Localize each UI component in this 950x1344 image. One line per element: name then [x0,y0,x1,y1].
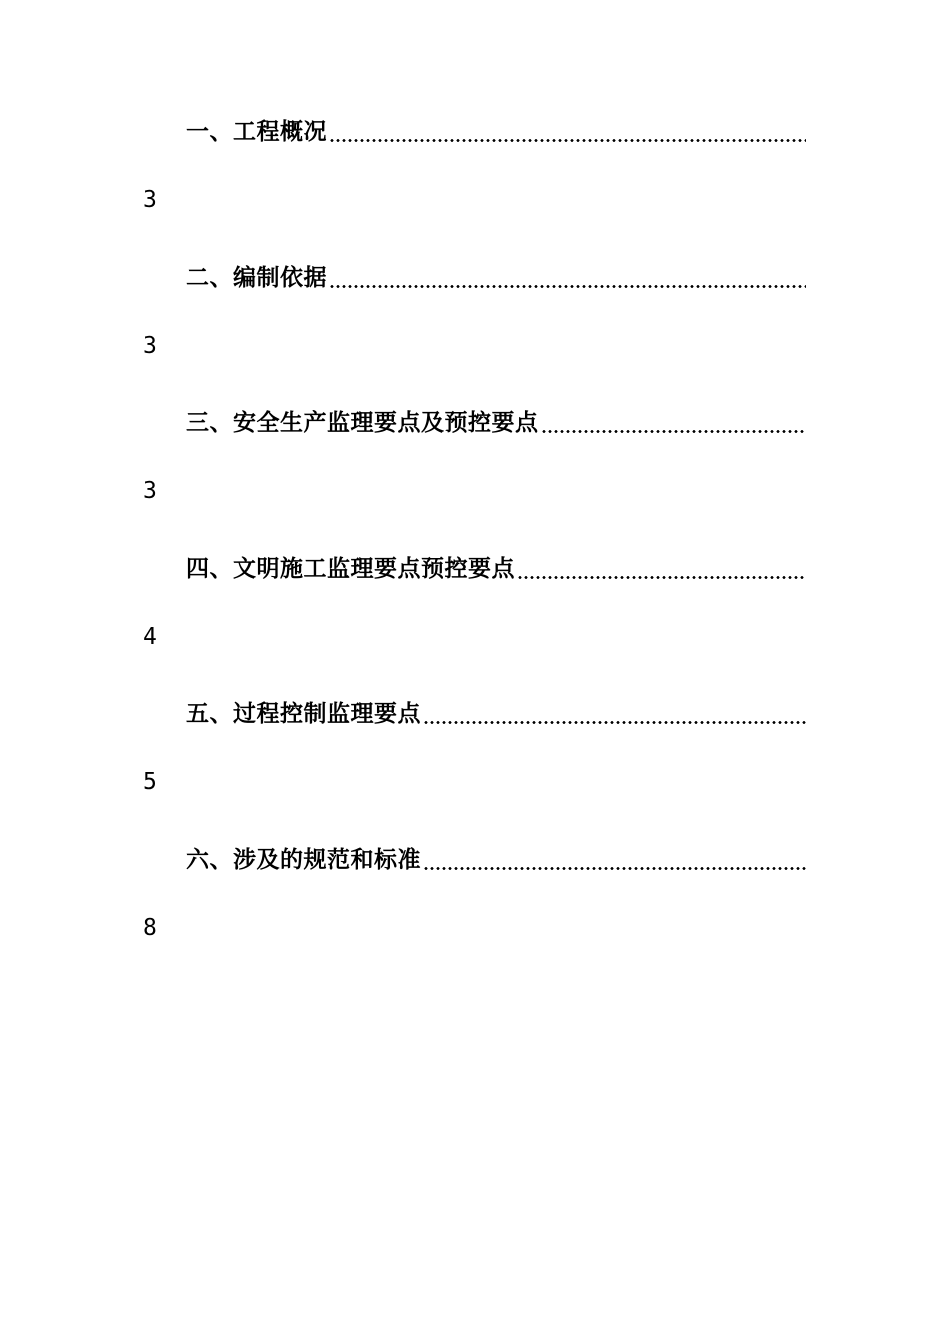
toc-entry[interactable] [0,258,950,404]
toc-dot-leader [423,840,806,880]
toc-entry-title: 五、过程控制监理要点 [186,700,421,727]
toc-entry-line [186,258,806,298]
toc-entry-line [186,112,806,152]
toc-entry-page-number: 3 [143,333,157,359]
toc-entry[interactable] [0,403,950,549]
toc-dot-leader [423,694,806,734]
toc-entry-line [186,403,806,443]
toc-entry[interactable] [0,112,950,258]
toc-entry-line [186,549,806,589]
toc-entry-page-number: 5 [143,769,157,795]
toc-entry-page-number: 3 [143,478,157,504]
toc-entry-title: 二、编制依据 [186,264,327,291]
toc-dot-leader [541,403,807,443]
toc-entry-title: 三、安全生产监理要点及预控要点 [186,409,539,436]
toc-entry-page-number: 4 [143,624,157,650]
toc-dot-leader [517,549,806,589]
toc-entry[interactable] [0,549,950,695]
toc-entry-line [186,694,806,734]
toc-entry-title: 一、工程概况 [186,118,327,145]
toc-dot-leader [329,258,806,298]
toc-entry-line [186,840,806,880]
toc-entry-page-number: 8 [143,915,157,941]
toc-entry-title: 六、涉及的规范和标准 [186,846,421,873]
toc-entry-title: 四、文明施工监理要点预控要点 [186,555,515,582]
toc-entry[interactable] [0,694,950,840]
toc-entry-page-number: 3 [143,187,157,213]
toc-dot-leader [329,112,806,152]
toc-entry[interactable] [0,840,950,986]
